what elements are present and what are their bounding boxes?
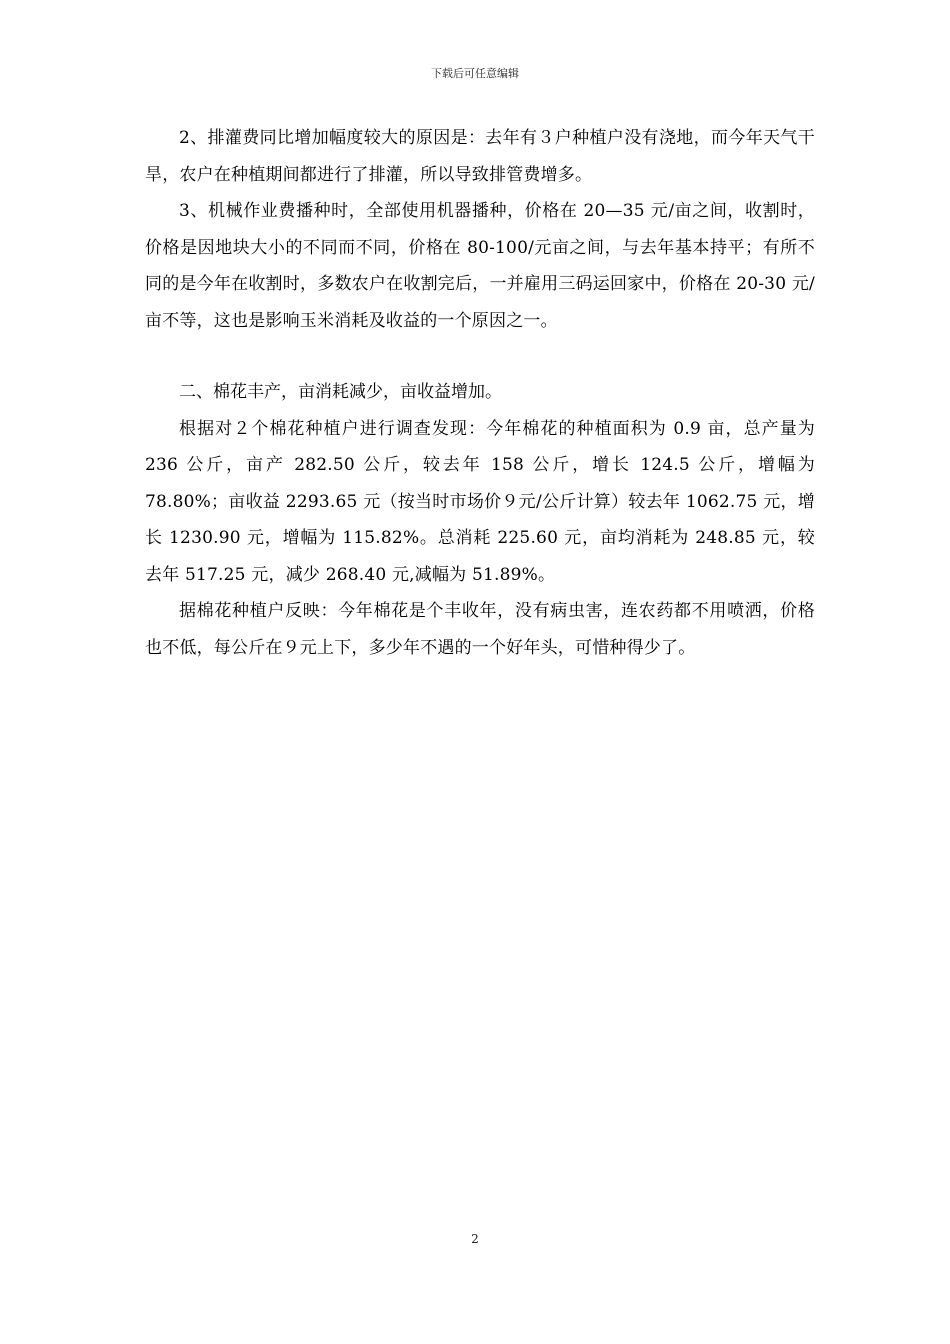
paragraph-machinery-cost: 3、机械作业费播种时，全部使用机器播种，价格在 20—35 元/亩之间，收割时，价格是因地块大小的不同而不同，价格在 80-100/元亩之间，与去年基本持平；有所不同的是今年在收割时，多数农户在收割完后，一并雇用三码运回家中，价格在 20-30 元/亩不等，这也是影响玉米消耗及收益的一个原因之一。 [145,201,815,331]
section-heading-cotton: 二、棉花丰产，亩消耗减少，亩收益增加。 [179,382,502,402]
document-body [145,120,815,666]
paragraph-cotton-survey: 根据对２个棉花种植户进行调查发现：今年棉花的种植面积为 0.9 亩，总产量为 236 公斤，亩产 282.50 公斤，较去年 158 公斤，增长 124.5 公斤，增幅为 78.80%；亩收益 2293.65 元（按当时市场价９元/公斤计算）较去年 1062.75 元，增长 1230.90 元，增幅为 115.82%。总消耗 225.60 元，亩均消耗为 248.85 元，较去年 517.25 元，减少 268.40 元,减幅为 51.89%。 [145,418,815,585]
paragraph-drainage-cost: 2、排灌费同比增加幅度较大的原因是：去年有３户种植户没有浇地，而今年天气干旱，农户在种植期间都进行了排灌，所以导致排管费增多。 [145,128,815,185]
page-number: 2 [471,1232,479,1246]
paragraph-cotton-feedback: 据棉花种植户反映：今年棉花是个丰收年，没有病虫害，连农药都不用喷洒，价格也不低，每公斤在９元上下，多少年不遇的一个好年头，可惜种得少了。 [145,601,815,658]
page-header: 下载后可任意编辑 [431,67,519,80]
section-spacer [145,339,815,374]
